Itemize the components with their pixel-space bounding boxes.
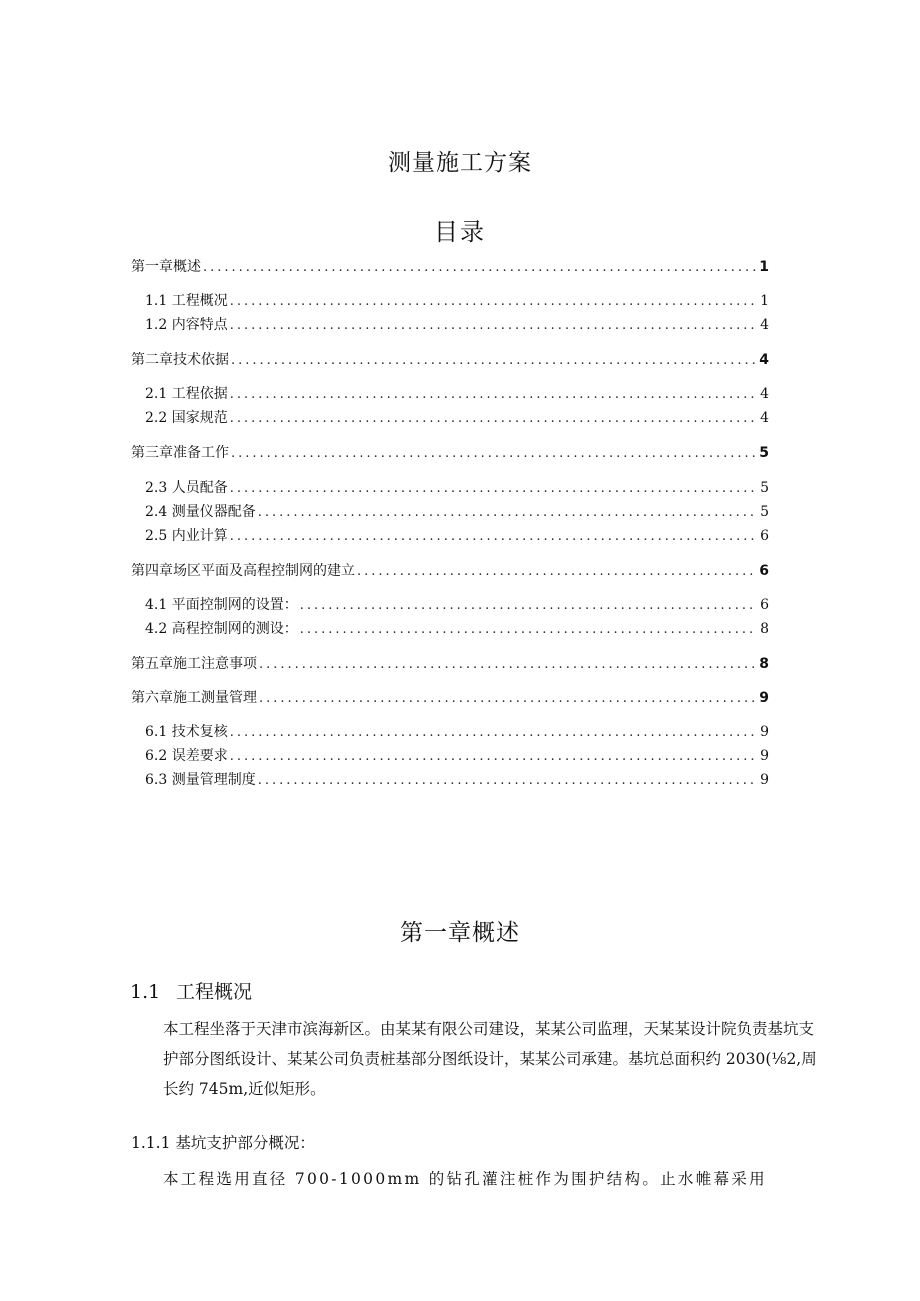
toc-entry-label: 4.2 高程控制网的测设： (145, 621, 298, 637)
toc-entry-label: 第二章技术依据 (131, 352, 229, 368)
section-title: 工程概况 (176, 981, 253, 1003)
toc-entry-chapter-5[interactable] (131, 655, 769, 674)
toc-entry-label: 6.2 误差要求 (145, 748, 228, 764)
toc-entry-label: 2.4 测量仪器配备 (145, 504, 256, 520)
toc-entry-section-2-3[interactable] (145, 479, 769, 498)
toc-entry-label: 第一章概述 (131, 259, 201, 275)
toc-entry-section-6-1[interactable] (145, 723, 769, 742)
toc-entry-section-4-2[interactable] (145, 620, 769, 639)
toc-entry-label: 6.3 测量管理制度 (145, 772, 256, 788)
toc-entry-page: 9 (759, 690, 769, 706)
toc-entry-page: 5 (759, 445, 769, 461)
toc-entry-page: 8 (760, 621, 769, 637)
toc-entry-section-2-1[interactable] (145, 385, 769, 404)
toc-entry-chapter-2[interactable] (131, 351, 769, 370)
toc-leader-dots (357, 563, 757, 581)
toc-leader-dots (203, 259, 757, 277)
toc-entry-label: 第四章场区平面及高程控制网的建立 (131, 563, 355, 579)
toc-entry-section-6-2[interactable] (145, 747, 769, 766)
toc-entry-page: 1 (760, 293, 769, 309)
toc-leader-dots (230, 748, 757, 766)
section-number: 1.1 (130, 981, 161, 1003)
toc-entry-page: 5 (760, 504, 769, 520)
toc-leader-dots (230, 724, 757, 742)
toc-leader-dots (230, 410, 757, 428)
toc-entry-label: 第六章施工测量管理 (131, 690, 257, 706)
toc-entry-page: 1 (759, 259, 769, 275)
toc-leader-dots (230, 480, 757, 498)
toc-entry-section-2-2[interactable] (145, 409, 769, 428)
toc-entry-page: 4 (760, 386, 769, 402)
toc-leader-dots (231, 445, 757, 463)
toc-leader-dots (300, 597, 757, 615)
toc-entry-label: 2.2 国家规范 (145, 410, 228, 426)
toc-entry-section-2-4[interactable] (145, 503, 769, 522)
toc-entry-chapter-4[interactable] (131, 562, 769, 581)
toc-entry-page: 9 (760, 748, 769, 764)
chapter-heading: 第一章概述 (400, 920, 520, 946)
toc-entry-section-4-1[interactable] (145, 596, 769, 615)
toc-title: 目录 (434, 218, 486, 246)
toc-leader-dots (230, 317, 757, 335)
toc-entry-label: 1.1 工程概况 (145, 293, 228, 309)
toc-leader-dots (300, 621, 757, 639)
toc-leader-dots (258, 504, 757, 522)
toc-leader-dots (259, 690, 757, 708)
toc-leader-dots (259, 656, 757, 674)
toc-entry-section-1-2[interactable] (145, 316, 769, 335)
toc-entry-page: 4 (760, 410, 769, 426)
toc-leader-dots (230, 293, 757, 311)
toc-entry-label: 2.1 工程依据 (145, 386, 228, 402)
toc-entry-chapter-1[interactable] (131, 258, 769, 277)
toc-entry-label: 第三章准备工作 (131, 445, 229, 461)
toc-leader-dots (231, 352, 757, 370)
toc-entry-page: 9 (760, 724, 769, 740)
toc-entry-page: 8 (759, 656, 769, 672)
toc-entry-section-6-3[interactable] (145, 771, 769, 790)
toc-entry-page: 5 (760, 480, 769, 496)
body-paragraph: 本工程坐落于天津市滨海新区。由某某有限公司建设，某某公司监理，天某某设计院负责基坑支护部分图纸设计、某某公司负责桩基部分图纸设计，某某公司承建。基坑总面积约 2030(⅛2,周长约 745m,近似矩形。 (163, 1020, 817, 1098)
section-heading (130, 977, 252, 1004)
toc-entry-section-2-5[interactable] (145, 527, 769, 546)
toc-entry-label: 1.2 内容特点 (145, 317, 228, 333)
toc-entry-label: 第五章施工注意事项 (131, 656, 257, 672)
toc-entry-label: 2.5 内业计算 (145, 528, 228, 544)
toc-leader-dots (258, 772, 757, 790)
toc-leader-dots (230, 528, 757, 546)
toc-entry-chapter-6[interactable] (131, 689, 769, 708)
toc-entry-page: 6 (760, 597, 769, 613)
toc-entry-label: 4.1 平面控制网的设置： (145, 597, 298, 613)
toc-entry-section-1-1[interactable] (145, 292, 769, 311)
toc-entry-page: 4 (759, 352, 769, 368)
toc-entry-page: 6 (760, 528, 769, 544)
body-paragraph: 本工程选用直径 700-1000mm 的钻孔灌注桩作为围护结构。止水帷幕采用 (163, 1170, 767, 1188)
document-title: 测量施工方案 (388, 150, 532, 176)
toc-leader-dots (230, 386, 757, 404)
subsection-heading: 1.1.1 基坑支护部分概况： (131, 1134, 315, 1152)
toc-entry-label: 6.1 技术复核 (145, 724, 228, 740)
toc-entry-page: 9 (760, 772, 769, 788)
toc-entry-page: 4 (760, 317, 769, 333)
toc-entry-label: 2.3 人员配备 (145, 480, 228, 496)
toc-entry-page: 6 (759, 563, 769, 579)
toc-entry-chapter-3[interactable] (131, 444, 769, 463)
